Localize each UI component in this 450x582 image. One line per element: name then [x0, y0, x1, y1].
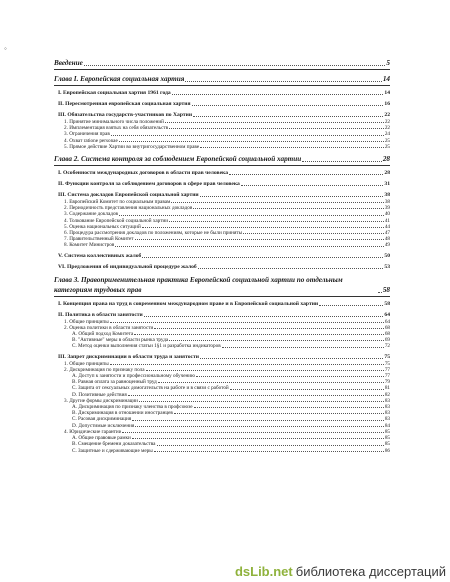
corner-mark: ◦: [4, 44, 7, 53]
toc-entry-title: В. "Активные" меры в области рынка труда: [72, 337, 169, 344]
toc-entry-title: А. Общие правовые рамки: [72, 435, 131, 442]
toc-entry-title: 1. Принятие минимального числа положений: [64, 119, 164, 125]
toc-entry-title: 3. Ограничения прав: [64, 131, 110, 138]
toc-page-number: 50: [384, 252, 390, 259]
toc-entry: [54, 300, 390, 308]
toc-entry-title: D. Позитивные действия: [72, 391, 127, 398]
toc-page-number: 83: [384, 404, 390, 411]
toc-entry-title: 1. Европейский Комитет по социальным правам: [64, 199, 171, 206]
toc-page-number: 22: [384, 119, 390, 125]
toc-leader-dots: [185, 81, 381, 82]
toc-leader-dots: [243, 233, 384, 234]
toc-entry-title: С. Расовая дискриминация: [72, 416, 132, 423]
toc-leader-dots: [110, 364, 384, 365]
toc-entry: [54, 448, 390, 454]
toc-page-number: 31: [384, 181, 390, 188]
toc-entry: [54, 275, 390, 295]
logo-part-net: .net: [269, 564, 293, 579]
toc-entry-title: I. Особенности международных договоров в области прав человека: [58, 170, 228, 177]
toc-page-number: 5: [386, 59, 390, 67]
toc-entry-title: 3. Другие формы дискриминации: [64, 397, 138, 404]
toc-page-number: 25: [384, 137, 390, 144]
toc-entry: [54, 242, 390, 248]
toc-entry-title: Глава I. Европейская социальная хартия: [54, 75, 185, 83]
toc-page-number: 16: [384, 101, 390, 107]
toc-leader-dots: [319, 305, 383, 306]
toc-page-number: 25: [384, 143, 390, 150]
toc-page-number: 41: [384, 217, 390, 224]
toc-entry-title: С. Защита от сексуальных домогательств на работе и в связи с работой: [72, 385, 229, 392]
toc-entry-title: 4. Юридические гарантии: [64, 428, 122, 435]
toc-entry-title: В. Равная оплата за равноценный труд: [72, 379, 157, 386]
toc-entry: [54, 252, 390, 260]
toc-entry-title: 5. Прямое действие Хартии во внутригосударственном праве: [64, 143, 200, 150]
toc-leader-dots: [139, 401, 384, 402]
toc-leader-dots: [135, 239, 384, 240]
toc-page-number: 14: [382, 75, 390, 83]
toc-leader-dots: [119, 215, 384, 216]
toc-entry-title: 1. Общие принципы: [64, 318, 109, 325]
toc-entry-title: 1. Общие принципы: [64, 360, 109, 367]
toc-page-number: 64: [384, 311, 390, 318]
toc-entry-title: 2. Периодичность представления национальных докладов: [64, 205, 193, 212]
toc-leader-dots: [378, 292, 382, 293]
toc-leader-dots: [222, 347, 384, 348]
toc-page-number: 83: [384, 416, 390, 423]
chapter-rule: [54, 165, 390, 166]
toc-leader-dots: [198, 268, 384, 269]
toc-leader-dots: [200, 358, 383, 359]
chapter-rule: [54, 69, 390, 70]
toc-leader-dots: [84, 65, 386, 66]
toc-page-number: 38: [384, 199, 390, 206]
toc-entry-title: 4. Охват ratione personae: [64, 137, 118, 144]
toc-leader-dots: [200, 196, 384, 197]
toc-entry: [54, 169, 390, 177]
chapter-rule: [54, 85, 390, 86]
toc-entry-title: Глава 2. Система контроля за соблюдением Европейской социальной хартии: [54, 155, 302, 164]
toc-leader-dots: [158, 382, 384, 383]
toc-entry-title: 2. Дискриминация по признаку пола: [64, 366, 145, 373]
toc-entry-title: III. Система докладов Европейской социальной хартии: [58, 192, 199, 199]
toc-leader-dots: [142, 227, 384, 228]
toc-page-number: 44: [384, 223, 390, 230]
toc-leader-dots: [192, 105, 384, 106]
toc-leader-dots: [157, 445, 384, 446]
toc-leader-dots: [241, 185, 384, 186]
toc-page-number: 85: [384, 428, 390, 435]
toc-page-number: 69: [384, 337, 390, 344]
toc-page-number: 49: [384, 242, 390, 249]
toc-leader-dots: [111, 135, 384, 136]
toc-page-number: 24: [384, 131, 390, 138]
toc-page-number: 68: [384, 331, 390, 338]
toc-entry: [54, 154, 390, 164]
toc-leader-dots: [122, 432, 383, 433]
toc-leader-dots: [302, 161, 382, 162]
toc-entry-title: Глава 3. Правоприменительная практика Европейской социальной хартии по отдельным категориям трудовых прав: [54, 275, 343, 294]
watermark-caption: библиотека диссертаций: [295, 564, 446, 579]
toc-page-number: 82: [384, 391, 390, 398]
toc-leader-dots: [194, 407, 384, 408]
toc-entry: [54, 180, 390, 188]
toc-page-number: 28: [384, 170, 390, 177]
toc-leader-dots: [193, 208, 384, 209]
toc-entry: [54, 89, 390, 97]
watermark: [235, 564, 446, 579]
toc-leader-dots: [132, 420, 384, 421]
toc-page-number: 38: [384, 192, 390, 199]
toc-page-number: 72: [384, 343, 390, 350]
toc-leader-dots: [169, 128, 384, 129]
toc-leader-dots: [230, 389, 384, 390]
toc-entry-title: Введение: [54, 59, 83, 67]
toc-leader-dots: [142, 257, 383, 258]
toc-page-number: 85: [384, 441, 390, 448]
toc-page-number: 75: [384, 353, 390, 360]
toc-entry-title: 3. Содержание докладов: [64, 211, 118, 218]
toc-page-number: 77: [384, 373, 390, 380]
toc-entry-title: 5. Оценка национальных ситуаций: [64, 223, 141, 230]
dslib-logo: [235, 564, 293, 579]
toc-entry-title: 2. Оценка политики в области занятости: [64, 324, 154, 331]
toc-entry-title: III. Обязательства государств-участников по Хартии: [58, 112, 193, 118]
toc-page-number: 81: [384, 385, 390, 392]
toc-entry-title: I. Концепция права на труд в современном международном праве и в Европейской социальной хартии: [58, 300, 319, 307]
toc-page-number: 86: [384, 447, 390, 454]
toc-page-number: 79: [384, 379, 390, 386]
toc-page-number: 58: [382, 285, 390, 294]
toc-entry-title: С. Метод оценки выполнения статьи 1§1 и разработка индикаторов: [72, 343, 221, 350]
toc-entry-title: 7. Правительственный Комитет: [64, 236, 134, 243]
toc-page-number: 28: [382, 155, 390, 164]
toc-entry: [54, 343, 390, 349]
toc-page-number: 64: [384, 318, 390, 325]
toc-leader-dots: [193, 116, 383, 117]
toc-leader-dots: [172, 94, 384, 95]
toc-entry-title: VI. Предложения об индивидуальной процедуре жалоб: [58, 263, 197, 270]
toc-leader-dots: [128, 395, 384, 396]
toc-entry-title: 6. Процедура рассмотрения докладов по положениям, которые не были приняты: [64, 230, 243, 237]
toc-page-number: 75: [384, 360, 390, 367]
toc-leader-dots: [196, 376, 384, 377]
toc-leader-dots: [119, 141, 384, 142]
toc-leader-dots: [135, 426, 384, 427]
toc-leader-dots: [169, 340, 384, 341]
toc-leader-dots: [171, 202, 384, 203]
toc-entry-title: А. Общий подход Комитета: [72, 331, 134, 338]
toc-page-number: 22: [384, 112, 390, 118]
toc-leader-dots: [165, 122, 384, 123]
toc-entry-title: V. Система коллективных жалоб: [58, 252, 142, 259]
toc-entry-title: С. Защитные и сдерживающие меры: [72, 447, 153, 454]
toc-page-number: 39: [384, 205, 390, 212]
chapter-rule: [54, 296, 390, 297]
toc-entry: [54, 191, 390, 199]
toc-leader-dots: [174, 413, 384, 414]
toc-page-number: 83: [384, 397, 390, 404]
toc-leader-dots: [229, 174, 383, 175]
toc-page-number: 22: [384, 125, 390, 132]
toc-entry-title: А. Доступ к занятости и профессиональному обучению: [72, 373, 195, 380]
toc-entry: [54, 100, 390, 108]
toc-page-number: 68: [384, 324, 390, 331]
table-of-contents: [54, 54, 390, 454]
toc-page-number: 53: [384, 263, 390, 270]
toc-leader-dots: [154, 328, 384, 329]
toc-entry-title: 2. Имплементация взятых на себя обязательств: [64, 125, 169, 132]
toc-entry: [54, 111, 390, 119]
toc-entry: [54, 74, 390, 84]
toc-entry: [54, 144, 390, 150]
logo-part-ds: ds: [234, 564, 251, 579]
toc-page-number: 47: [384, 230, 390, 237]
toc-page-number: 85: [384, 435, 390, 442]
toc-entry-title: А. Дискриминация по признаку членства в профсоюзе: [72, 404, 193, 411]
toc-entry-title: I. Европейская социальная хартия 1961 года: [58, 90, 171, 96]
toc-entry-title: II. Политика в области занятости: [58, 311, 143, 318]
toc-leader-dots: [144, 316, 384, 317]
toc-entry-title: III. Запрет дискриминации в области труда и занятости: [58, 353, 200, 360]
toc-entry-title: 4. Толкование Европейской социальной хартии: [64, 217, 169, 224]
toc-entry: [54, 353, 390, 361]
toc-leader-dots: [169, 221, 384, 222]
logo-part-lib: Lib: [250, 564, 270, 579]
toc-leader-dots: [134, 334, 384, 335]
toc-entry-title: II. Функции контроля за соблюдением договоров в сфере прав человека: [58, 181, 240, 188]
toc-entry: [54, 263, 390, 271]
toc-leader-dots: [154, 451, 384, 452]
toc-leader-dots: [110, 322, 384, 323]
toc-leader-dots: [200, 147, 384, 148]
toc-entry-title: 8. Комитет Министров: [64, 242, 115, 249]
toc-entry: [54, 311, 390, 319]
toc-leader-dots: [132, 438, 384, 439]
toc-page-number: 77: [384, 366, 390, 373]
toc-entry-title: D. Допустимые исключения: [72, 422, 135, 429]
toc-page-number: 58: [384, 300, 390, 307]
toc-entry-title: В. Смещение бремени доказательства: [72, 441, 156, 448]
toc-entry: [54, 58, 390, 68]
toc-page-number: 84: [384, 422, 390, 429]
toc-page-number: 48: [384, 236, 390, 243]
toc-page-number: 83: [384, 410, 390, 417]
toc-page-number: 40: [384, 211, 390, 218]
toc-entry-title: В. Дискриминация в отношении иностранцев: [72, 410, 173, 417]
toc-page-number: 14: [384, 90, 390, 96]
toc-leader-dots: [146, 370, 384, 371]
toc-entry-title: II. Пересмотренная европейская социальная хартия: [58, 101, 191, 107]
toc-leader-dots: [115, 246, 384, 247]
